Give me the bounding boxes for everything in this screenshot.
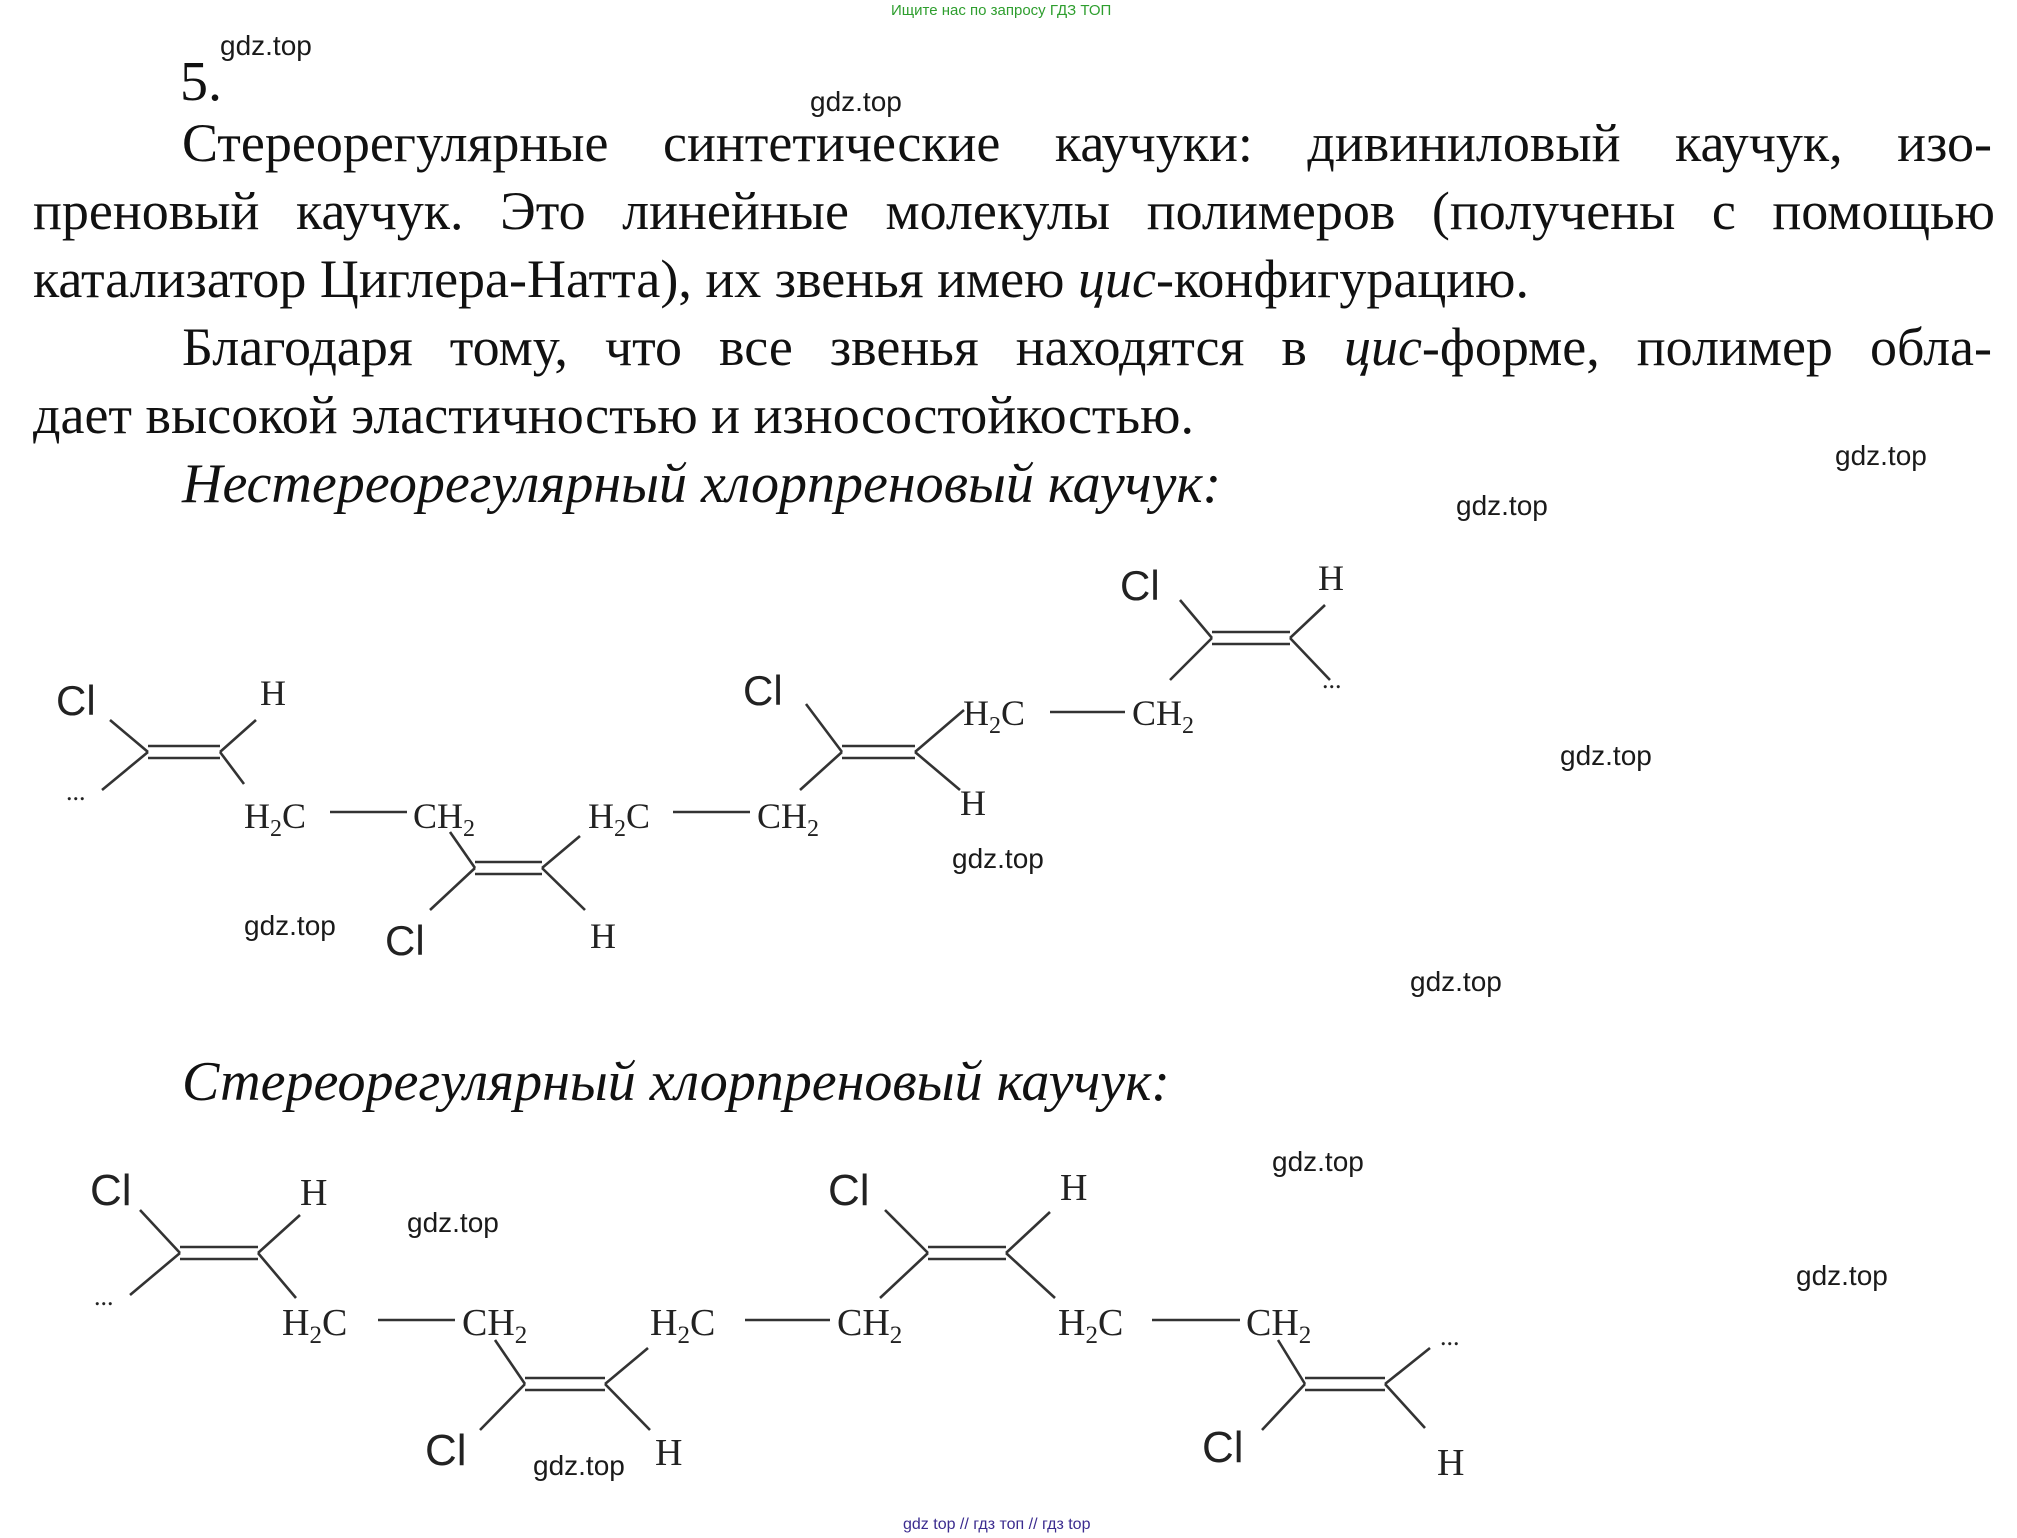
watermark: gdz.top	[810, 86, 902, 117]
bond	[880, 1253, 928, 1298]
atom-h: H	[655, 1432, 683, 1474]
bond	[885, 1210, 928, 1253]
group-ch2: $CH_2$	[1246, 1302, 1312, 1349]
group-ch2: $CH_2$	[462, 1302, 528, 1349]
bond	[140, 1210, 180, 1253]
watermark: gdz.top	[1272, 1146, 1364, 1177]
atom-h: H	[960, 783, 986, 823]
atom-cl: Cl	[56, 677, 96, 724]
atom-cl: Cl	[1120, 562, 1160, 609]
task-number: 5.	[180, 51, 222, 113]
bond	[605, 1384, 650, 1430]
atom-h: H	[1318, 558, 1344, 598]
paragraph-2-line-1: Благодаря тому, что все звенья находятся в цис-форме, полимер обла-	[182, 317, 1992, 377]
chain-end-dots: ...	[66, 777, 86, 806]
watermark: gdz.top	[1796, 1260, 1888, 1291]
atom-cl: Cl	[425, 1426, 467, 1475]
bond	[1385, 1348, 1430, 1384]
group-ch2: $CH_2$	[837, 1302, 903, 1349]
atom-h: H	[300, 1172, 328, 1214]
bond	[258, 1215, 300, 1253]
watermark: gdz.top	[952, 843, 1044, 874]
footer-links[interactable]: gdz top // гдз топ // гдз top	[903, 1516, 1091, 1533]
top-banner[interactable]: Ищите нас по запросу ГДЗ ТОП	[891, 2, 1112, 19]
paragraph-1-line-2: преновый каучук. Это линейные молекулы полимеров (получены с помощью	[33, 181, 1995, 241]
watermark: gdz.top	[1560, 740, 1652, 771]
atom-cl: Cl	[743, 667, 783, 714]
watermark: gdz.top	[533, 1450, 625, 1481]
watermark: gdz.top	[1835, 440, 1927, 471]
group-ch2: $CH_2$	[757, 796, 820, 842]
group-h2c: $H_2C$	[650, 1302, 716, 1349]
watermark: gdz.top	[1410, 966, 1502, 997]
watermark: gdz.top	[407, 1207, 499, 1238]
group-h2c: $H_2C$	[282, 1302, 348, 1349]
group-h2c: $H_2C$	[1058, 1302, 1124, 1349]
chain-end-dots: ...	[94, 1282, 114, 1311]
group-ch2: $CH_2$	[413, 796, 476, 842]
paragraph-1-line-1: Стереорегулярные синтетические каучуки: дивиниловый каучук, изо-	[182, 113, 1992, 173]
bond	[258, 1253, 296, 1298]
paragraph-2-line-2: дает высокой эластичностью и износостойкостью.	[33, 385, 1194, 445]
chain-end-dots: ...	[1322, 665, 1342, 694]
atom-cl: Cl	[1202, 1423, 1244, 1472]
atom-h: H	[260, 673, 286, 713]
watermark: gdz.top	[220, 30, 312, 61]
chain-end-dots: ...	[1440, 1322, 1460, 1351]
atom-h: H	[590, 916, 616, 956]
group-h2c: $H_2C$	[963, 693, 1026, 739]
atom-cl: Cl	[385, 917, 425, 964]
bond	[130, 1253, 180, 1295]
atom-h: H	[1060, 1167, 1088, 1209]
bond	[1262, 1384, 1305, 1430]
paragraph-1-line-3: катализатор Циглера-Натта), их звенья имею цис-конфигурацию.	[33, 249, 1529, 309]
watermark: gdz.top	[1456, 490, 1548, 521]
atom-cl: Cl	[90, 1166, 132, 1215]
watermark: gdz.top	[244, 910, 336, 941]
group-h2c: $H_2C$	[588, 796, 651, 842]
heading-nonstereoregular-chloroprene: Нестереорегулярный хлорпреновый каучук:	[182, 453, 1222, 515]
bond	[605, 1348, 648, 1384]
bond	[1385, 1384, 1425, 1428]
heading-stereoregular-chloroprene: Стереорегулярный хлорпреновый каучук:	[182, 1051, 1170, 1113]
bond	[1006, 1253, 1055, 1298]
group-ch2: $CH_2$	[1132, 693, 1195, 739]
group-h2c: $H_2C$	[244, 796, 307, 842]
atom-h: H	[1437, 1442, 1465, 1484]
bond	[1006, 1212, 1050, 1253]
bond	[480, 1384, 525, 1430]
atom-cl: Cl	[828, 1166, 870, 1215]
